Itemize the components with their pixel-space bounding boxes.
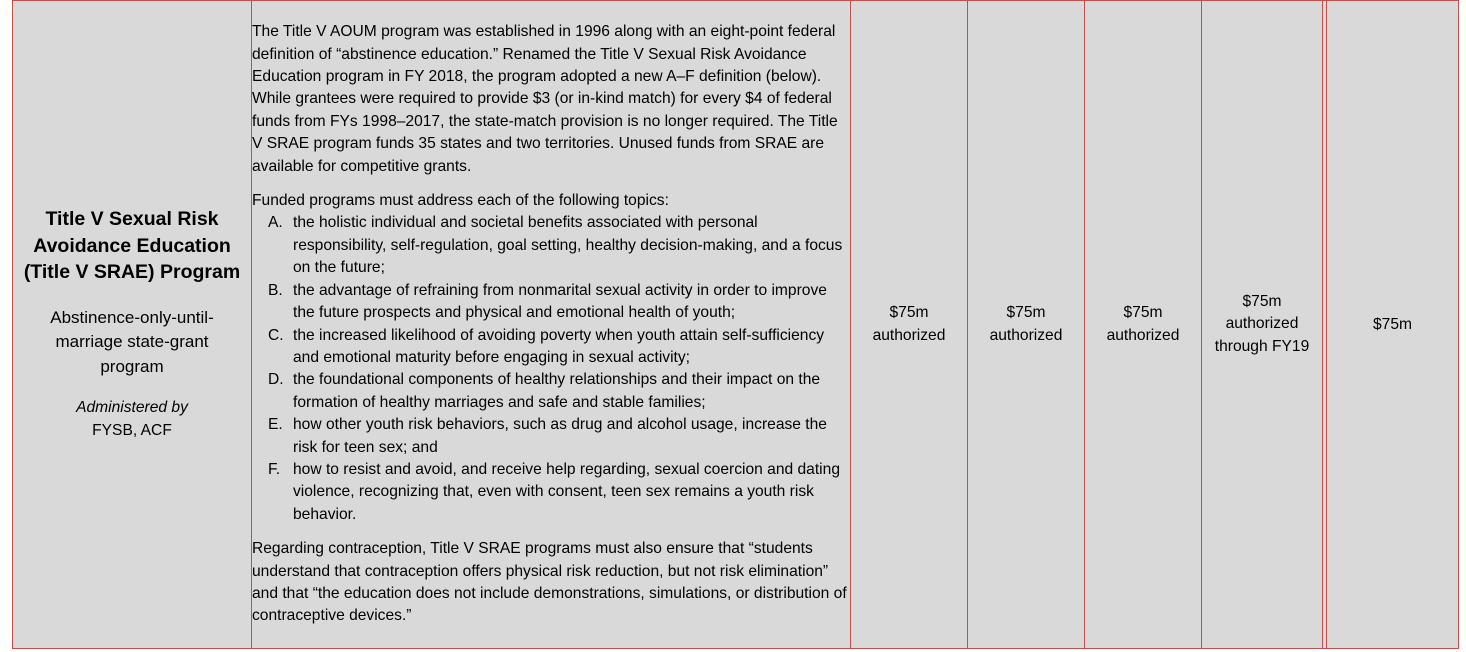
list-item (252, 414, 850, 459)
topic-text: how to resist and avoid, and receive help regarding, sexual coercion and dating violence, recognizing that, even with consent, teen sex remains a youth risk behavior. (293, 460, 840, 523)
administering-agency: FYSB, ACF (92, 422, 172, 439)
funding-amount: $75m (1372, 315, 1412, 333)
funding-note: authorized (989, 326, 1063, 344)
funding-note: authorized through FY19 (1214, 315, 1310, 355)
funding-amount: $75m (1006, 304, 1046, 322)
list-item (252, 280, 850, 325)
topic-text: the foundational components of healthy relationships and their impact on the formation of healthy marriages and safe and stable families; (293, 371, 821, 411)
list-item (252, 212, 850, 279)
program-name-cell (13, 1, 252, 649)
funding-note: authorized (872, 326, 946, 344)
funding-amount: $75m (1242, 292, 1282, 310)
table-row (13, 1, 1459, 649)
topics-list (252, 212, 850, 526)
topic-text: how other youth risk behaviors, such as drug and alcohol usage, increase the risk for teen sex; and (293, 416, 827, 456)
program-description-cell (252, 1, 851, 649)
list-item (252, 369, 850, 414)
funding-amount: $75m (889, 304, 929, 322)
list-item (252, 325, 850, 370)
topic-letter: F. (268, 460, 281, 478)
topics-intro: Funded programs must address each of the following topics: (252, 192, 669, 210)
administered-by (13, 397, 251, 442)
topic-text: the holistic individual and societal benefits associated with personal responsibility, self-regulation, goal setting, healthy decision-making, and a focus on the future; (293, 214, 843, 277)
topic-letter: C. (268, 326, 284, 344)
topic-text: the advantage of refraining from nonmarital sexual activity in order to improve the future prospects and physical and emotional health of youth; (293, 281, 827, 322)
funding-cell (851, 1, 968, 649)
program-table (12, 0, 1459, 649)
topic-letter: D. (268, 371, 284, 389)
contraception-note: Regarding contraception, Title V SRAE programs must also ensure that “students understand that contraception offers physical risk reduction, but not risk elimination” and that “the education does not include demonstrations, simulations, or distribution of contraceptive devices.” (252, 540, 847, 625)
topic-letter: A. (268, 214, 283, 232)
topic-letter: B. (268, 281, 283, 299)
funding-cell (1085, 1, 1202, 649)
description-intro: The Title V AOUM program was established in 1996 along with an eight-point federal definition of “abstinence education.” Renamed the Title V Sexual Risk Avoidance Education program in FY 2018, the program adopted a new A–F definition (below). While grantees were required to provide $3 (or in-kind match) for every $4 of federal funds from FYs 1998–2017, the state-match provision is no longer required. The Title V SRAE program funds 35 states and two territories. Unused funds from SRAE are available for competitive grants. (252, 23, 838, 175)
funding-cell (1202, 1, 1323, 649)
topic-letter: E. (268, 416, 283, 434)
program-title: Title V Sexual Risk Avoidance Education (Title V SRAE) Program (23, 208, 241, 284)
topic-text: the increased likelihood of avoiding poverty when youth attain self-sufficiency and emotional maturity before engaging in sexual activity; (293, 326, 825, 366)
funding-cell (968, 1, 1085, 649)
list-item (252, 459, 850, 526)
program-subtitle: Abstinence-only-until-marriage state-grant program (50, 307, 214, 376)
funding-amount: $75m (1123, 304, 1163, 322)
administered-by-label: Administered by (76, 399, 188, 417)
funding-cell (1327, 1, 1459, 649)
funding-note: authorized (1106, 326, 1180, 344)
